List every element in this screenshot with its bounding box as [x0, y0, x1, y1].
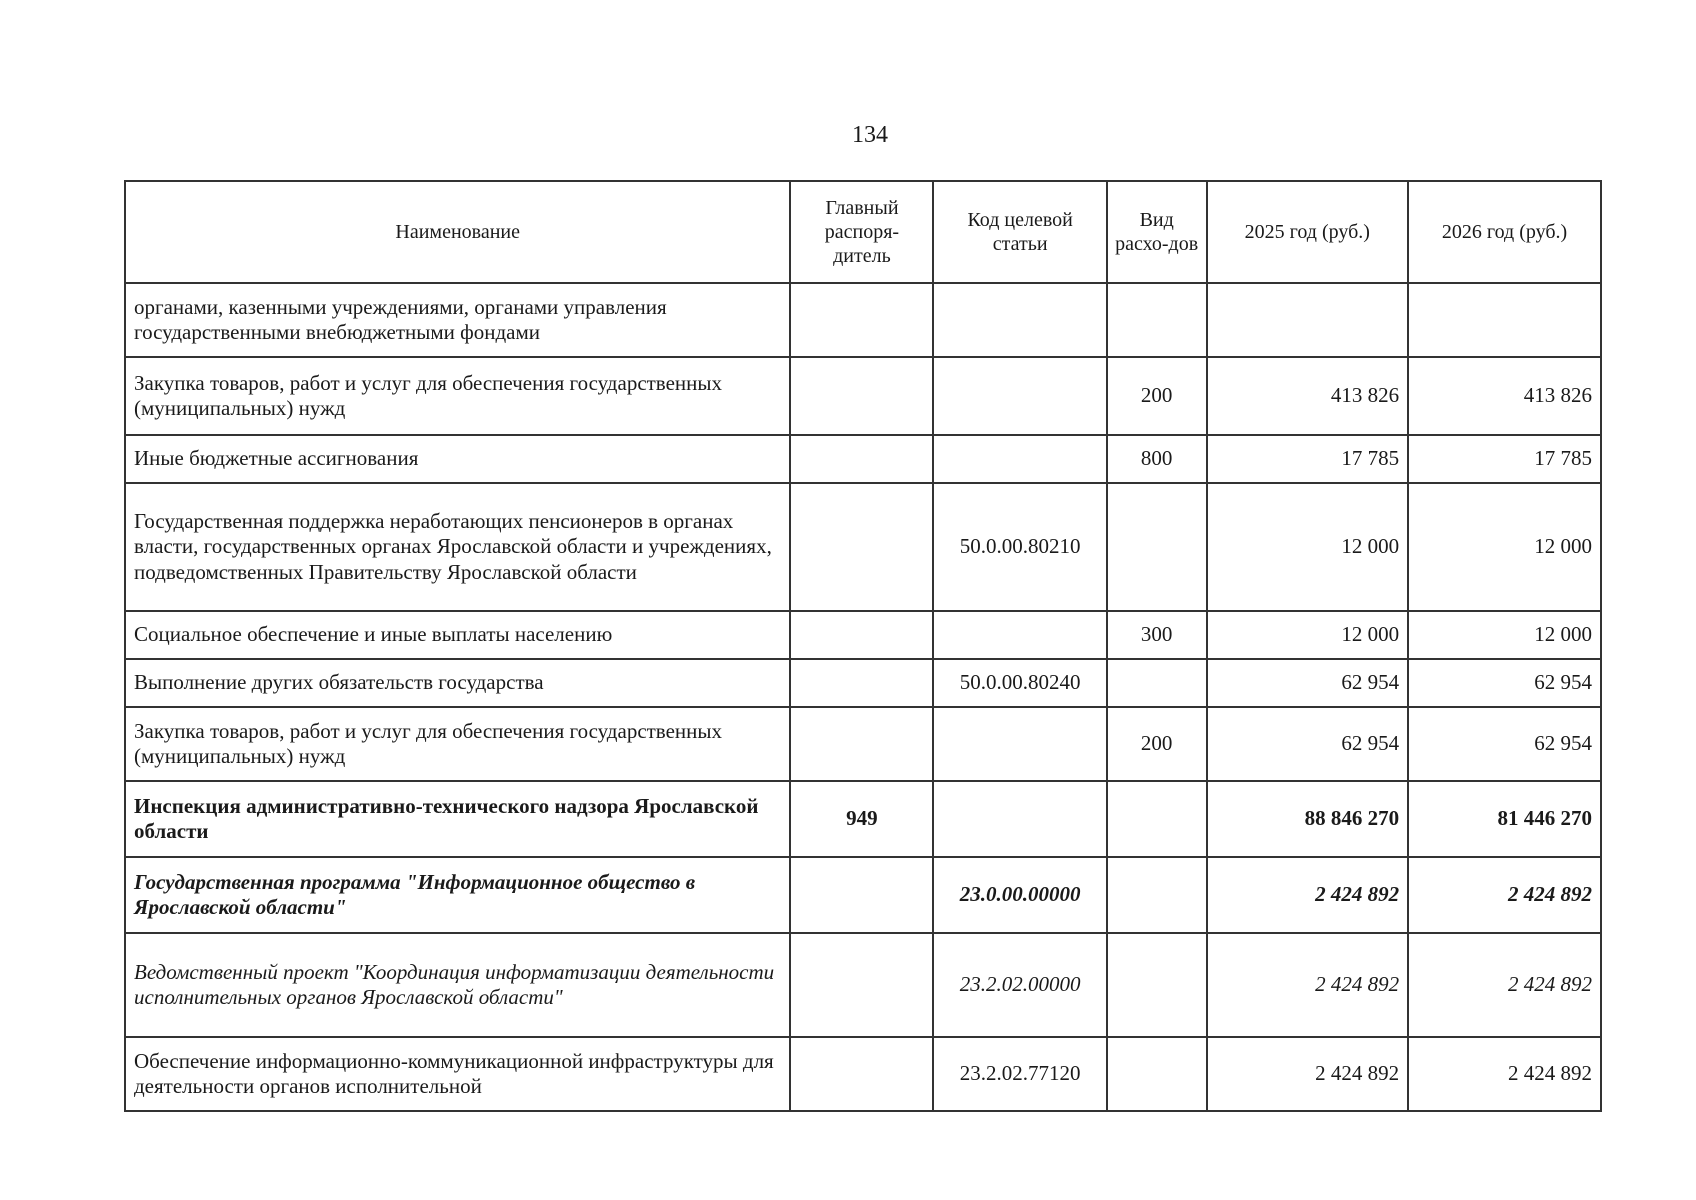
- row-type: [1107, 283, 1207, 357]
- row-manager: [790, 857, 933, 933]
- row-type: [1107, 857, 1207, 933]
- row-name: Государственная поддержка неработающих пенсионеров в органах власти, государственных органах Ярославской области и учреждениях, подведомственных Правительству Ярославской области: [125, 483, 790, 611]
- row-manager: [790, 1037, 933, 1111]
- row-code: [933, 435, 1106, 483]
- row-code: 50.0.00.80210: [933, 483, 1106, 611]
- row-name: Выполнение других обязательств государства: [125, 659, 790, 707]
- table-header-row: [125, 181, 1601, 283]
- row-2025: 88 846 270: [1207, 781, 1409, 857]
- row-code: [933, 357, 1106, 435]
- row-code: [933, 707, 1106, 781]
- table-row: [125, 933, 1601, 1037]
- header-year-2026: 2026 год (руб.): [1408, 181, 1601, 283]
- row-manager: [790, 483, 933, 611]
- row-2026: 62 954: [1408, 659, 1601, 707]
- row-name: Ведомственный проект "Координация информатизации деятельности исполнительных органов Ярославской области": [125, 933, 790, 1037]
- row-2026: 2 424 892: [1408, 933, 1601, 1037]
- row-manager: [790, 435, 933, 483]
- table-row: [125, 483, 1601, 611]
- page-number: 134: [852, 122, 888, 148]
- row-type: [1107, 933, 1207, 1037]
- row-code: 23.2.02.77120: [933, 1037, 1106, 1111]
- table-row: [125, 707, 1601, 781]
- table-row: [125, 611, 1601, 659]
- row-manager: [790, 283, 933, 357]
- row-2026: 2 424 892: [1408, 1037, 1601, 1111]
- row-2025: 2 424 892: [1207, 933, 1409, 1037]
- row-2025: 12 000: [1207, 483, 1409, 611]
- row-2025: 62 954: [1207, 659, 1409, 707]
- row-2026: 62 954: [1408, 707, 1601, 781]
- row-2025: 413 826: [1207, 357, 1409, 435]
- header-target-code: Код целевой статьи: [933, 181, 1106, 283]
- row-2025: 17 785: [1207, 435, 1409, 483]
- row-name: Инспекция административно-технического надзора Ярославской области: [125, 781, 790, 857]
- row-2026: 2 424 892: [1408, 857, 1601, 933]
- row-manager: 949: [790, 781, 933, 857]
- row-2026: 12 000: [1408, 483, 1601, 611]
- budget-table: [124, 180, 1602, 1112]
- row-code: 23.2.02.00000: [933, 933, 1106, 1037]
- row-type: 200: [1107, 357, 1207, 435]
- row-2025: 2 424 892: [1207, 1037, 1409, 1111]
- header-year-2025: 2025 год (руб.): [1207, 181, 1409, 283]
- row-type: [1107, 659, 1207, 707]
- row-2026: [1408, 283, 1601, 357]
- row-code: [933, 611, 1106, 659]
- row-2025: [1207, 283, 1409, 357]
- row-name: Социальное обеспечение и иные выплаты населению: [125, 611, 790, 659]
- table-row: [125, 283, 1601, 357]
- row-type: [1107, 1037, 1207, 1111]
- row-name: Обеспечение информационно-коммуникационной инфраструктуры для деятельности органов исполнительной: [125, 1037, 790, 1111]
- table-row: [125, 857, 1601, 933]
- row-manager: [790, 357, 933, 435]
- row-2025: 2 424 892: [1207, 857, 1409, 933]
- header-name: Наименование: [125, 181, 790, 283]
- row-code: [933, 781, 1106, 857]
- row-2025: 12 000: [1207, 611, 1409, 659]
- row-manager: [790, 707, 933, 781]
- table-row: [125, 1037, 1601, 1111]
- row-type: 200: [1107, 707, 1207, 781]
- row-type: 800: [1107, 435, 1207, 483]
- row-name: Иные бюджетные ассигнования: [125, 435, 790, 483]
- row-code: 50.0.00.80240: [933, 659, 1106, 707]
- row-manager: [790, 659, 933, 707]
- table-row: [125, 659, 1601, 707]
- row-name: Закупка товаров, работ и услуг для обеспечения государственных (муниципальных) нужд: [125, 707, 790, 781]
- row-2026: 81 446 270: [1408, 781, 1601, 857]
- row-code: [933, 283, 1106, 357]
- header-expense-type: Вид расхо-дов: [1107, 181, 1207, 283]
- row-manager: [790, 933, 933, 1037]
- row-2026: 12 000: [1408, 611, 1601, 659]
- row-name: Закупка товаров, работ и услуг для обеспечения государственных (муниципальных) нужд: [125, 357, 790, 435]
- row-name: Государственная программа "Информационное общество в Ярославской области": [125, 857, 790, 933]
- row-type: [1107, 781, 1207, 857]
- row-type: [1107, 483, 1207, 611]
- row-2025: 62 954: [1207, 707, 1409, 781]
- table-row: [125, 435, 1601, 483]
- row-name: органами, казенными учреждениями, органами управления государственными внебюджетными фондами: [125, 283, 790, 357]
- row-manager: [790, 611, 933, 659]
- table-row: [125, 357, 1601, 435]
- row-2026: 17 785: [1408, 435, 1601, 483]
- table-row: [125, 781, 1601, 857]
- header-main-manager: Главный распоря-дитель: [790, 181, 933, 283]
- row-code: 23.0.00.00000: [933, 857, 1106, 933]
- row-type: 300: [1107, 611, 1207, 659]
- row-2026: 413 826: [1408, 357, 1601, 435]
